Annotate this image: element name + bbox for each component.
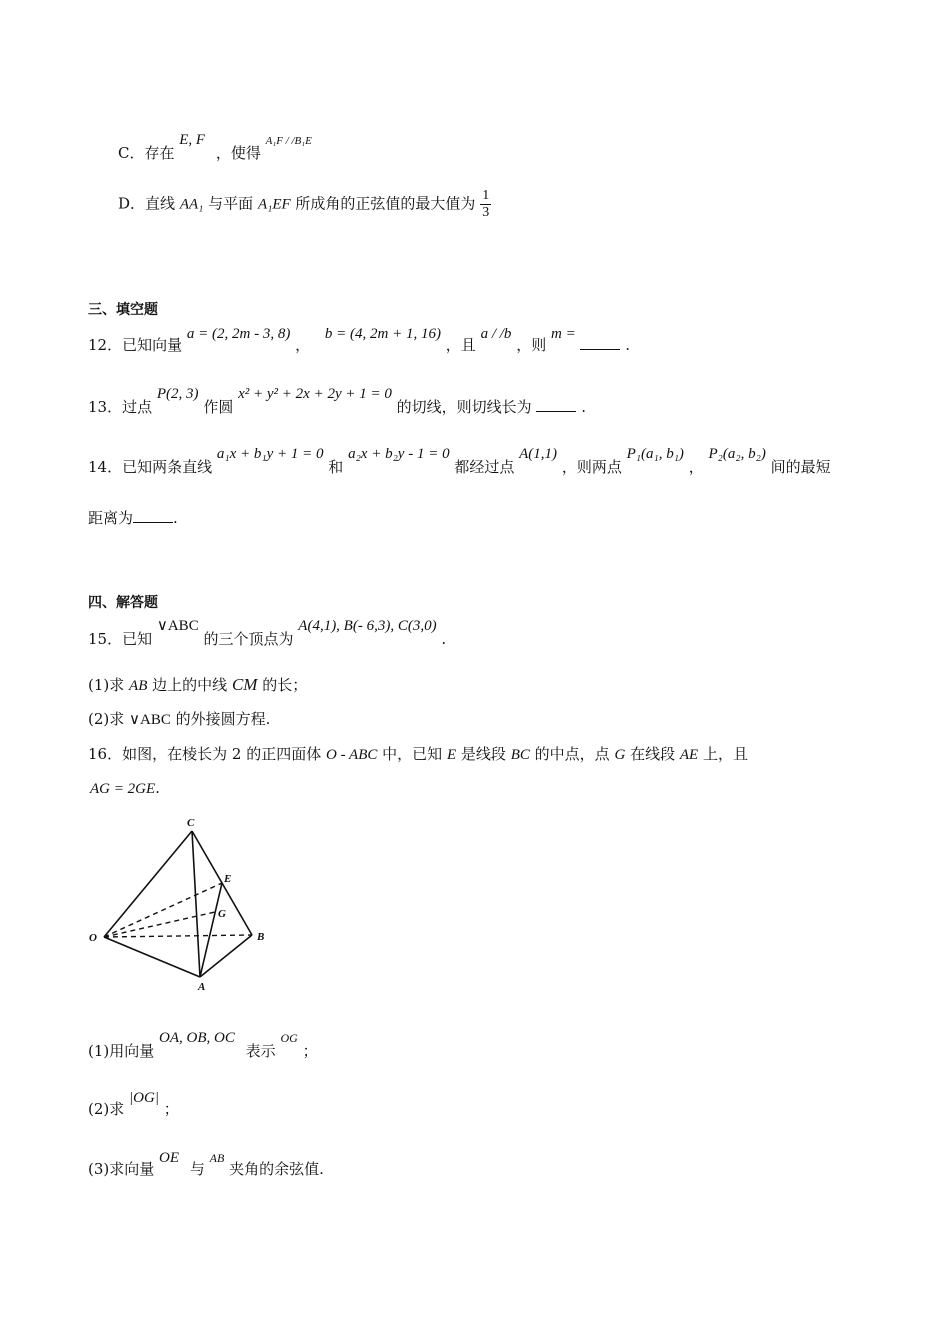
label-b: B — [257, 931, 265, 943]
q13-circle: x² + y² + 2x + 2y + 1 = 0 — [238, 386, 392, 402]
question-14 — [88, 442, 831, 476]
option-d — [118, 188, 491, 221]
q16-condition: AG = 2GE — [90, 781, 156, 797]
q14-tail: 间的最短 — [770, 458, 831, 476]
q16-part3 — [88, 1146, 324, 1178]
section-fill-heading: 三、填空题 — [88, 302, 158, 318]
q14-mid2: ，则两点 — [561, 458, 622, 476]
q12-sep: ， — [295, 336, 311, 354]
edge-oc — [104, 831, 192, 937]
q16-p1-og: OG — [280, 1031, 298, 1045]
q16-f: 在线段 — [630, 745, 676, 763]
q13-tail: 的切线，则切线长为 — [396, 398, 532, 416]
q12-variable: m = — [550, 326, 576, 342]
edge-oa — [104, 937, 200, 977]
q14-text-2: 距离为 — [88, 509, 134, 527]
tetrahedron-figure — [86, 814, 276, 994]
q14-and: 和 — [328, 458, 344, 476]
q15-p2-a: (2)求 — [88, 710, 125, 728]
q16-end: . — [155, 779, 160, 797]
q14-point: A(1,1) — [519, 446, 558, 462]
q16-d: 的中点，点 — [534, 745, 610, 763]
option-d-math1: AA₁ — [179, 196, 204, 213]
q16-a: 的正四面体 — [246, 745, 322, 763]
option-c-mid: ，使得 — [215, 144, 261, 162]
q15-mid: 的三个顶点为 — [203, 630, 294, 648]
label-c: C — [187, 817, 195, 829]
q13-text: 13．过点 — [88, 398, 153, 416]
question-16-cont — [90, 779, 160, 798]
fraction-denominator: 3 — [482, 205, 490, 220]
q12-answer-blank[interactable] — [580, 335, 620, 350]
q15-part1 — [88, 674, 307, 695]
q13-answer-blank[interactable] — [536, 397, 576, 412]
section-answer-heading: 四、解答题 — [88, 595, 158, 611]
q14-mid: 都经过点 — [454, 458, 515, 476]
q14-end: . — [173, 509, 178, 527]
q16-p2-norm: |OG| — [129, 1090, 159, 1106]
q16-two: 2 — [231, 745, 242, 763]
q16-part1 — [88, 1026, 318, 1060]
q16-p3-c: 与 — [189, 1160, 205, 1178]
q16-text: 16．如图，在棱长为 — [88, 745, 228, 763]
q16-part2 — [88, 1086, 179, 1118]
segment-oe — [104, 883, 222, 937]
q16-p1-vectors: OA, OB, OC — [159, 1030, 235, 1046]
q16-p2-a: (2)求 — [88, 1100, 125, 1118]
q12-text: 12．已知向量 — [88, 336, 183, 354]
q12-vector-a: a = (2, 2m - 3, 8) — [186, 326, 291, 342]
q13-mid: 作圆 — [203, 398, 234, 416]
q15-p2-c: 的外接圆方程. — [175, 710, 271, 728]
question-12 — [88, 322, 631, 354]
option-d-fraction — [480, 188, 491, 221]
option-c — [118, 128, 312, 162]
option-d-math2: A₁EF — [257, 196, 291, 213]
option-d-tail: 所成角的正弦值的最大值为 — [295, 194, 476, 213]
q15-p1-e: 的长； — [262, 676, 308, 694]
edge-ca — [192, 831, 200, 977]
label-a: A — [198, 981, 206, 993]
q12-mid: ，且 — [445, 336, 476, 354]
q16-p1-e: ； — [302, 1042, 318, 1060]
q13-point: P(2, 3) — [156, 386, 199, 402]
q16-bc: BC — [510, 747, 530, 763]
label-g: G — [218, 908, 226, 920]
q16-g: G — [614, 747, 626, 763]
q16-b: 中，已知 — [382, 745, 443, 763]
q16-p3-oe: OE — [159, 1150, 180, 1166]
q16-tetrahedron: O - ABC — [326, 747, 378, 763]
question-14-cont — [88, 507, 178, 528]
question-16 — [88, 743, 748, 764]
q16-h: 上，且 — [703, 745, 749, 763]
tetrahedron-edges — [104, 831, 252, 977]
q15-triangle: ∨ABC — [156, 618, 199, 634]
q15-part2 — [88, 708, 270, 729]
q16-p3-ab: AB — [209, 1151, 225, 1165]
edge-ob — [104, 935, 252, 937]
question-15 — [88, 614, 447, 648]
q15-p1-cm: CM — [231, 675, 258, 694]
q15-p1-a: (1)求 — [88, 676, 125, 694]
q12-vector-b: b = (4, 2m + 1, 16) — [324, 326, 441, 342]
q12-end: . — [625, 336, 631, 354]
q12-tail: ，则 — [516, 336, 547, 354]
q14-text: 14．已知两条直线 — [88, 458, 213, 476]
q16-c: 是线段 — [460, 745, 506, 763]
fraction-numerator: 1 — [482, 188, 490, 203]
q16-p3-a: (3)求向量 — [88, 1160, 155, 1178]
q16-ae: AE — [679, 747, 699, 763]
q15-p1-ab: AB — [129, 678, 148, 694]
option-c-math1: E, F — [179, 132, 206, 148]
label-o: O — [89, 932, 97, 944]
q14-line1: a₁x + b₁y + 1 = 0 — [216, 446, 324, 462]
q14-answer-blank[interactable] — [133, 508, 173, 523]
q15-end: . — [441, 630, 447, 648]
q16-p3-e: 夹角的余弦值. — [229, 1160, 324, 1178]
question-13 — [88, 382, 586, 416]
option-c-label: C．存在 — [118, 144, 175, 162]
q15-p1-c: 边上的中线 — [152, 676, 228, 694]
q15-p2-tri: ∨ABC — [129, 712, 171, 728]
q16-p1-a: (1)用向量 — [88, 1042, 155, 1060]
q14-line2: a₂x + b₂y - 1 = 0 — [348, 446, 450, 462]
q14-point-p2: P₂(a₂, b₂) — [708, 446, 766, 462]
q16-p1-c: 表示 — [245, 1042, 276, 1060]
option-d-mid1: 与平面 — [208, 194, 254, 213]
q16-e: E — [446, 747, 457, 763]
q16-p2-c: ； — [163, 1100, 179, 1118]
q13-end: . — [581, 398, 586, 416]
q12-condition: a / /b — [480, 326, 512, 342]
q14-sep: ， — [688, 458, 704, 476]
q14-point-p1: P₁(a₁, b₁) — [626, 446, 684, 462]
option-d-label: D．直线 — [118, 194, 176, 213]
label-e: E — [224, 873, 232, 885]
q15-points: A(4,1), B(- 6,3), C(3,0) — [298, 618, 437, 634]
q15-text: 15．已知 — [88, 630, 153, 648]
option-c-math2: A₁F / /B₁E — [265, 135, 312, 147]
